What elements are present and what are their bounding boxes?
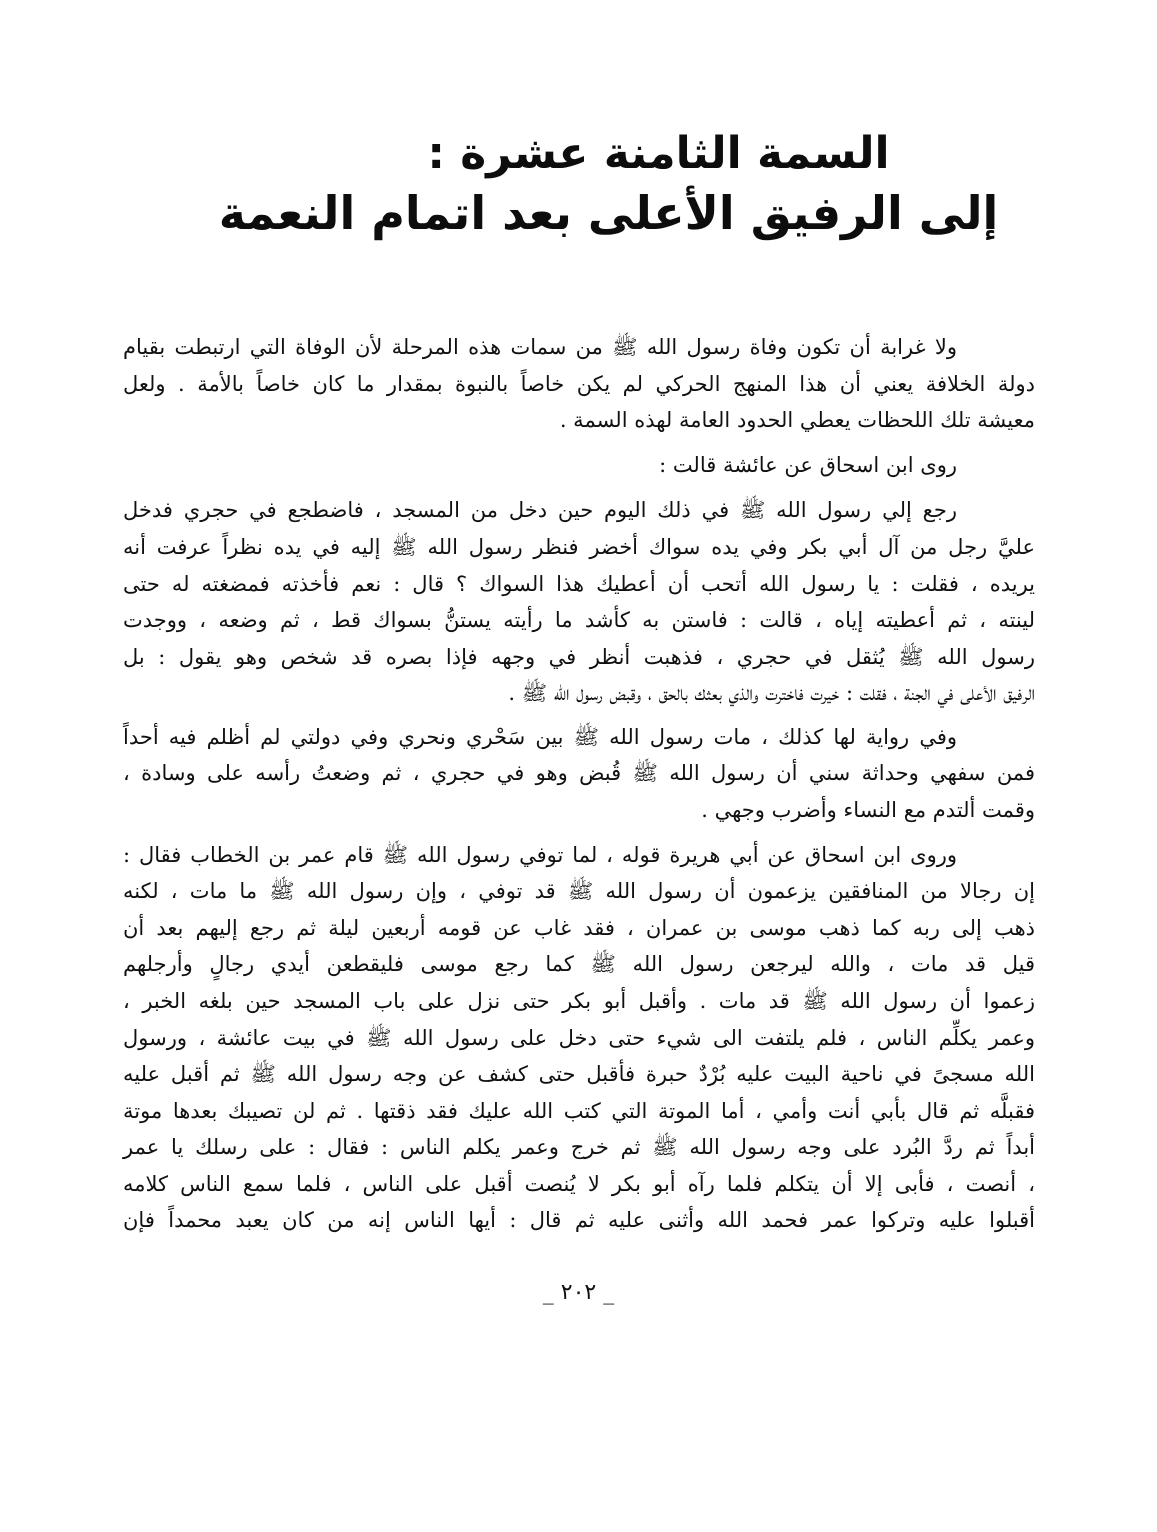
chapter-heading-line2: إلى الرفيق الأعلى بعد اتمام النعمة xyxy=(218,186,999,240)
paragraph-line: زعموا أن رسول الله ﷺ قد مات . وأقبل أبو بكر حتى نزل على باب المسجد حين بلغه الخبر ، xyxy=(123,989,1035,1013)
paragraph-line: لينته ، ثم أعطيته إياه ، قالت : فاستن به كأشد ما رأيته يستنُّ بسواك قط ، ثم وضعه ، ووجدت xyxy=(123,608,1035,632)
paragraph-line: الله مسجىً في ناحية البيت عليه بُرْدٌ حبرة فأقبل حتى كشف عن وجه رسول الله ﷺ ثم أقبل عليه xyxy=(123,1062,1035,1086)
paragraph-line: عليَّ رجل من آل أبي بكر وفي يده سواك أخضر فنظر رسول الله ﷺ إليه في يده نظراً عرفت أنه xyxy=(123,535,1035,559)
paragraph-line: ذهب إلى ربه كما ذهب موسى بن عمران ، فقد غاب عن قومه أربعين ليلة ثم رجع إليهم بعد أن xyxy=(123,916,1035,940)
paragraph-line: معيشة تلك اللحظات يعطي الحدود العامة لهذه السمة . xyxy=(559,408,1035,432)
paragraph-line: رسول الله ﷺ يُثقل في حجري ، فذهبت أنظر في وجهه فإذا بصره قد شخص وهو يقول : بل xyxy=(123,645,1035,669)
paragraph-line: رجع إلي رسول الله ﷺ في ذلك اليوم حين دخل من المسجد ، فاضطجع في حجري فدخل xyxy=(123,498,957,522)
paragraph-line: وقمت ألتدم مع النساء وأضرب وجهي . xyxy=(701,798,1035,822)
chapter-heading-line1: السمة الثامنة عشرة : xyxy=(427,128,890,179)
paragraph-line: قيل قد مات ، والله ليرجعن رسول الله ﷺ كما رجع موسى فليقطعن أيدي رجالٍ وأرجلهم xyxy=(123,952,1035,976)
paragraph-line: الرفيق الأعلى في الجنة ، فقلت : خيرت فاخترت والذي بعثك بالحق ، وقبض رسول الله ﷺ . xyxy=(508,681,1035,705)
paragraph-line: وروى ابن اسحاق عن أبي هريرة قوله ، لما توفي رسول الله ﷺ قام عمر بن الخطاب فقال : xyxy=(123,843,957,867)
paragraph-line: وفي رواية لها كذلك ، مات رسول الله ﷺ بين سَحْري ونحري وفي دولتي لم أظلم فيه أحداً xyxy=(123,725,957,749)
paragraph-line: أقبلوا عليه وتركوا عمر فحمد الله وأثنى عليه ثم قال : أيها الناس إنه من كان يعبد محمداً فإن xyxy=(123,1208,1035,1232)
paragraph-line: دولة الخلافة يعني أن هذا المنهج الحركي لم يكن خاصاً بالنبوة بمقدار ما كان خاصاً بالأمة . ولعل xyxy=(123,372,1035,396)
paragraph-line: روى ابن اسحاق عن عائشة قالت : xyxy=(659,453,957,477)
paragraph-line: فقبلَّه ثم قال بأبي أنت وأمي ، أما الموتة التي كتب الله عليك فقد ذقتها . ثم لن تصيبك بعدها موتة xyxy=(123,1099,1035,1123)
paragraph-line: إن رجالا من المنافقين يزعمون أن رسول الله ﷺ قد توفي ، وإن رسول الله ﷺ ما مات ، لكنه xyxy=(123,879,1035,903)
paragraph-line: وعمر يكلِّم الناس ، فلم يلتفت الى شيء حتى دخل على رسول الله ﷺ في بيت عائشة ، ورسول xyxy=(123,1026,1035,1050)
paragraph-line: ولا غرابة أن تكون وفاة رسول الله ﷺ من سمات هذه المرحلة لأن الوفاة التي ارتبطت بقيام xyxy=(123,335,957,359)
paragraph-line: فمن سفهي وحداثة سني أن رسول الله ﷺ قُبض وهو في حجري ، ثم وضعتُ رأسه على وسادة ، xyxy=(123,761,1035,785)
paragraph-line: أبداً ثم ردَّ البُرد على وجه رسول الله ﷺ ثم خرج وعمر يكلم الناس : فقال : على رسلك يا عمر xyxy=(123,1135,1035,1159)
paragraph-line: يريده ، فقلت : يا رسول الله أتحب أن أعطيك هذا السواك ؟ قال : نعم فأخذته فمضغته له حتى xyxy=(123,572,1035,596)
page-number: _ ٢٠٢ _ xyxy=(542,1280,615,1305)
paragraph-line: ، أنصت ، فأبى إلا أن يتكلم فلما رآه أبو بكر لا يُنصت أقبل على الناس ، فلما سمع الناس كلامه xyxy=(123,1172,1035,1196)
